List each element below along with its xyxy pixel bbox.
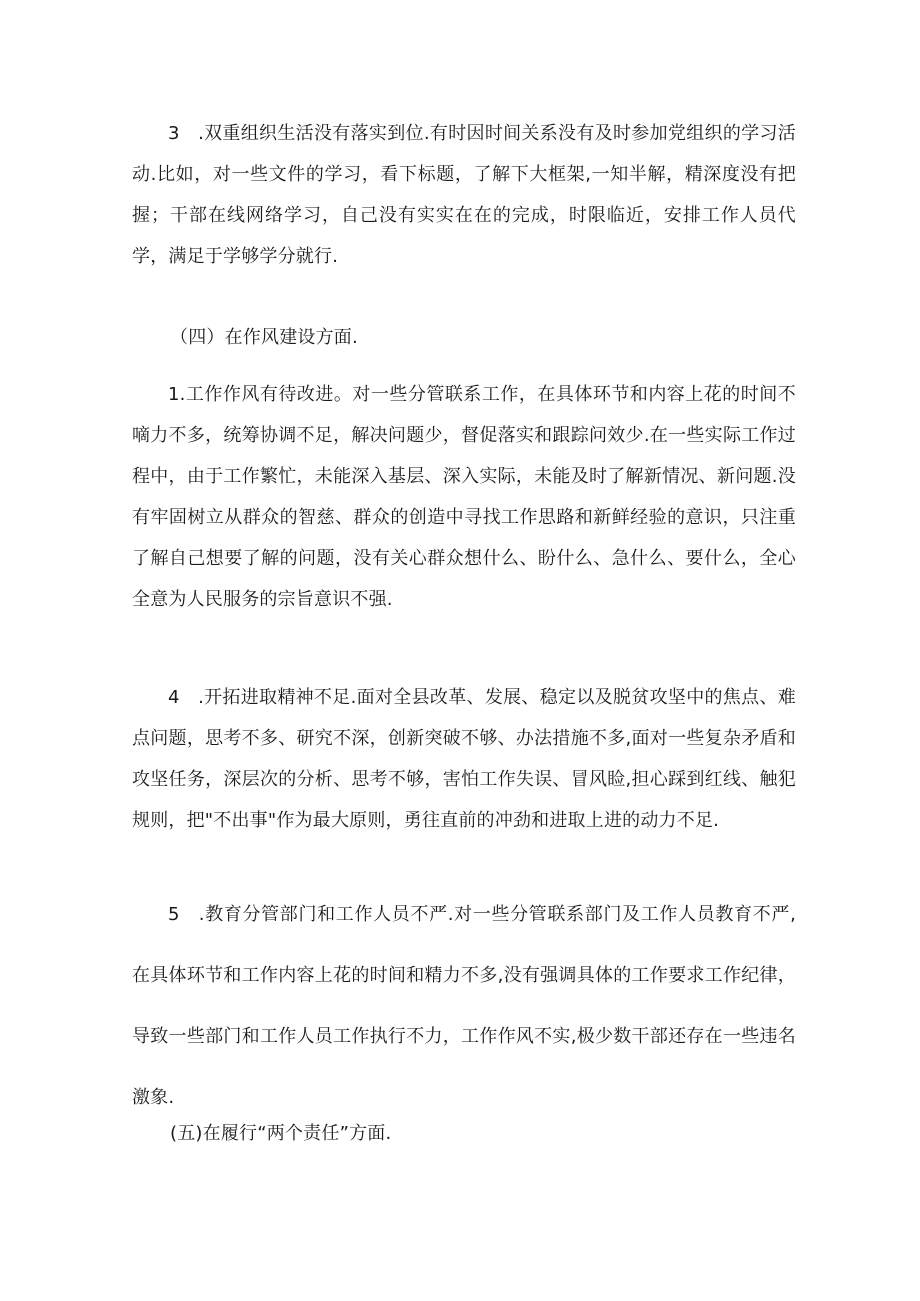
section-heading-two-responsibilities: (五)在履行“两个责任”方面. — [170, 1123, 392, 1144]
paragraph-item-4-pioneering-spirit: 4 .开拓进取精神不足.面对全县改革、发展、稳定以及脱贫攻坚中的焦点、难点问题，思考不多、研究不深，创新突破不够、办法措施不多,面对一些复杂矛盾和攻坚任务，深层次的分析、思考不够，害怕工作失误、冒风睑,担心踩到红线、触犯规则，把"不出事"作为最大原则，勇往直前的冲劲和进取上进的动力不足. — [132, 687, 796, 831]
section-heading-work-style: （四）在作风建设方面. — [170, 327, 358, 348]
paragraph-item-1-work-style: 1.工作作风有待改进。对一些分管联系工作，在具体环节和内容上花的时间不嘀力不多，统筹协调不足，解决问题少，督促落实和跟踪问效少.在一些实际工作过程中，由于工作繁忙，未能深入基层、深入实际，未能及时了解新情况、新问题.没有牢固树立从群众的智慈、群众的创造中寻找工作思路和新鲜经验的意识，只注重了解自己想要了解的问题，没有关心群众想什么、盼什么、急什么、要什么，全心全意为人民服务的宗旨意识不强. — [132, 384, 796, 610]
paragraph-item-5-education-staff: 5 .教育分管部门和工作人员不严.对一些分管联系部门及工作人员教育不严,在具体环节和工作内容上花的时间和精力不多,没有强调具体的工作要求工作纪律，导致一些部门和工作人员工作执行不力，工作作风不实,极少数干部还存在一些违名激象. — [132, 904, 796, 1108]
paragraph-item-3-dual-organization-life: 3 .双重组织生活没有落实到位.有时因时间关系没有及时参加党组织的学习活动.比如，对一些文件的学习，看下标题，了解下大框架,一知半解，精深度没有把握；干部在线网络学习，自己没有实实在在的完成，时限临近，安排工作人员代学，满足于学够学分就行. — [132, 123, 796, 267]
